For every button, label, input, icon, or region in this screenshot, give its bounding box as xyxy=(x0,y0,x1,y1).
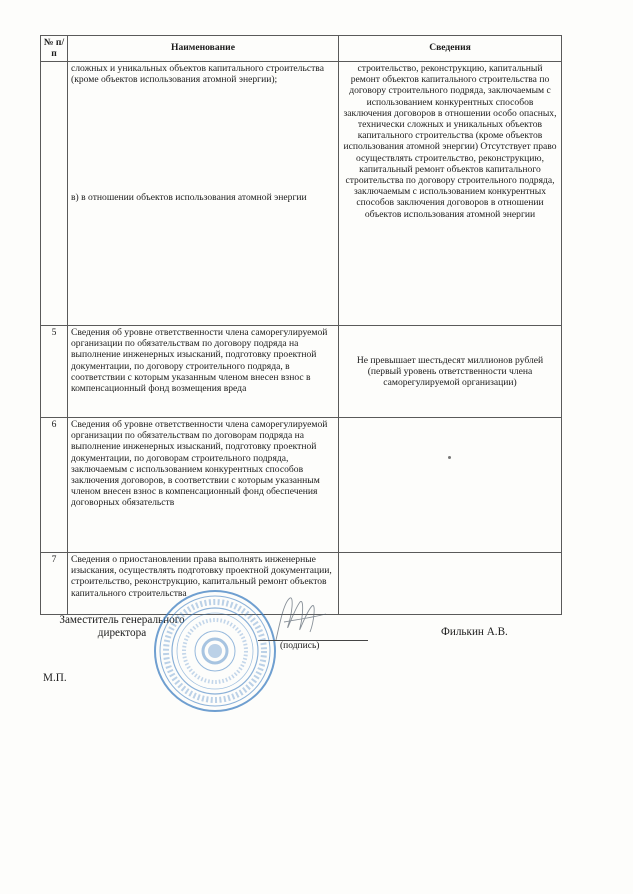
header-name: Наименование xyxy=(68,36,339,62)
header-info: Сведения xyxy=(339,36,562,62)
row-name: Сведения о приостановлении права выполнять инженерные изыскания, осуществлять подготовку проектной документации, строительство, реконструкцию, капитальный ремонт объектов капитального строительства xyxy=(68,553,339,615)
row-number: 5 xyxy=(41,326,68,418)
row-info xyxy=(339,418,562,553)
row-name-part-1: сложных и уникальных объектов капитального строительства (кроме объектов использования атомной энергии); xyxy=(71,63,324,86)
handwritten-signature xyxy=(270,592,330,644)
table-header-row xyxy=(41,36,562,62)
signer-position-line-2: директора xyxy=(97,627,147,639)
signer-name: Филькин А.В. xyxy=(441,626,508,638)
header-number: № п/п xyxy=(41,36,68,62)
table-row xyxy=(41,418,562,553)
row-number: 6 xyxy=(41,418,68,553)
seal-place-label: М.П. xyxy=(43,672,67,684)
signature-caption: (подпись) xyxy=(280,641,320,651)
scan-speck xyxy=(448,456,451,459)
row-info: Не превышает шестьдесят миллионов рублей (первый уровень ответственности члена саморегулируемой организации) xyxy=(339,326,562,418)
row-info: строительство, реконструкцию, капитальный ремонт объектов капитального строительства по договору строительного подряда, заключаемым с использованием конкурентных способов заключения договоров в отношении особо опасных, технически сложных и уникальных объектов капитального строительства (кроме объектов использования атомной энергии) Отсутствует право осуществлять строительство, реконструкцию, капитальный ремонт объектов капитального строительства по договору строительного подряда, заключаемым с использованием конкурентных способов заключения договоров в отношении объектов использования атомной энергии xyxy=(339,62,562,326)
info-table xyxy=(40,35,562,615)
row-number: 7 xyxy=(41,553,68,615)
row-name: Сведения об уровне ответственности члена саморегулируемой организации по обязательствам по договорам подряда на выполнение инженерных изысканий, подготовку проектной документации, по договорам строительного подряда, заключаемым с использованием конкурентных способов заключения договоров, в соответствии с которым указанным членом внесен взнос в компенсационный фонд обеспечения договорных обязательств xyxy=(68,418,339,553)
row-info xyxy=(339,553,562,615)
row-name-part-2: в) в отношении объектов использования атомной энергии xyxy=(71,192,307,204)
signer-position-line-1: Заместитель генерального xyxy=(59,614,185,626)
row-name xyxy=(68,62,339,326)
table-row xyxy=(41,326,562,418)
round-seal-stamp xyxy=(152,588,278,714)
row-name: Сведения об уровне ответственности члена саморегулируемой организации по обязательствам по договору подряда на выполнение инженерных изысканий, подготовку проектной документации, по договору строительного подряда, в соответствии с которым указанным членом внесен взнос в компенсационный фонд возмещения вреда xyxy=(68,326,339,418)
row-number xyxy=(41,62,68,326)
table-row xyxy=(41,62,562,326)
